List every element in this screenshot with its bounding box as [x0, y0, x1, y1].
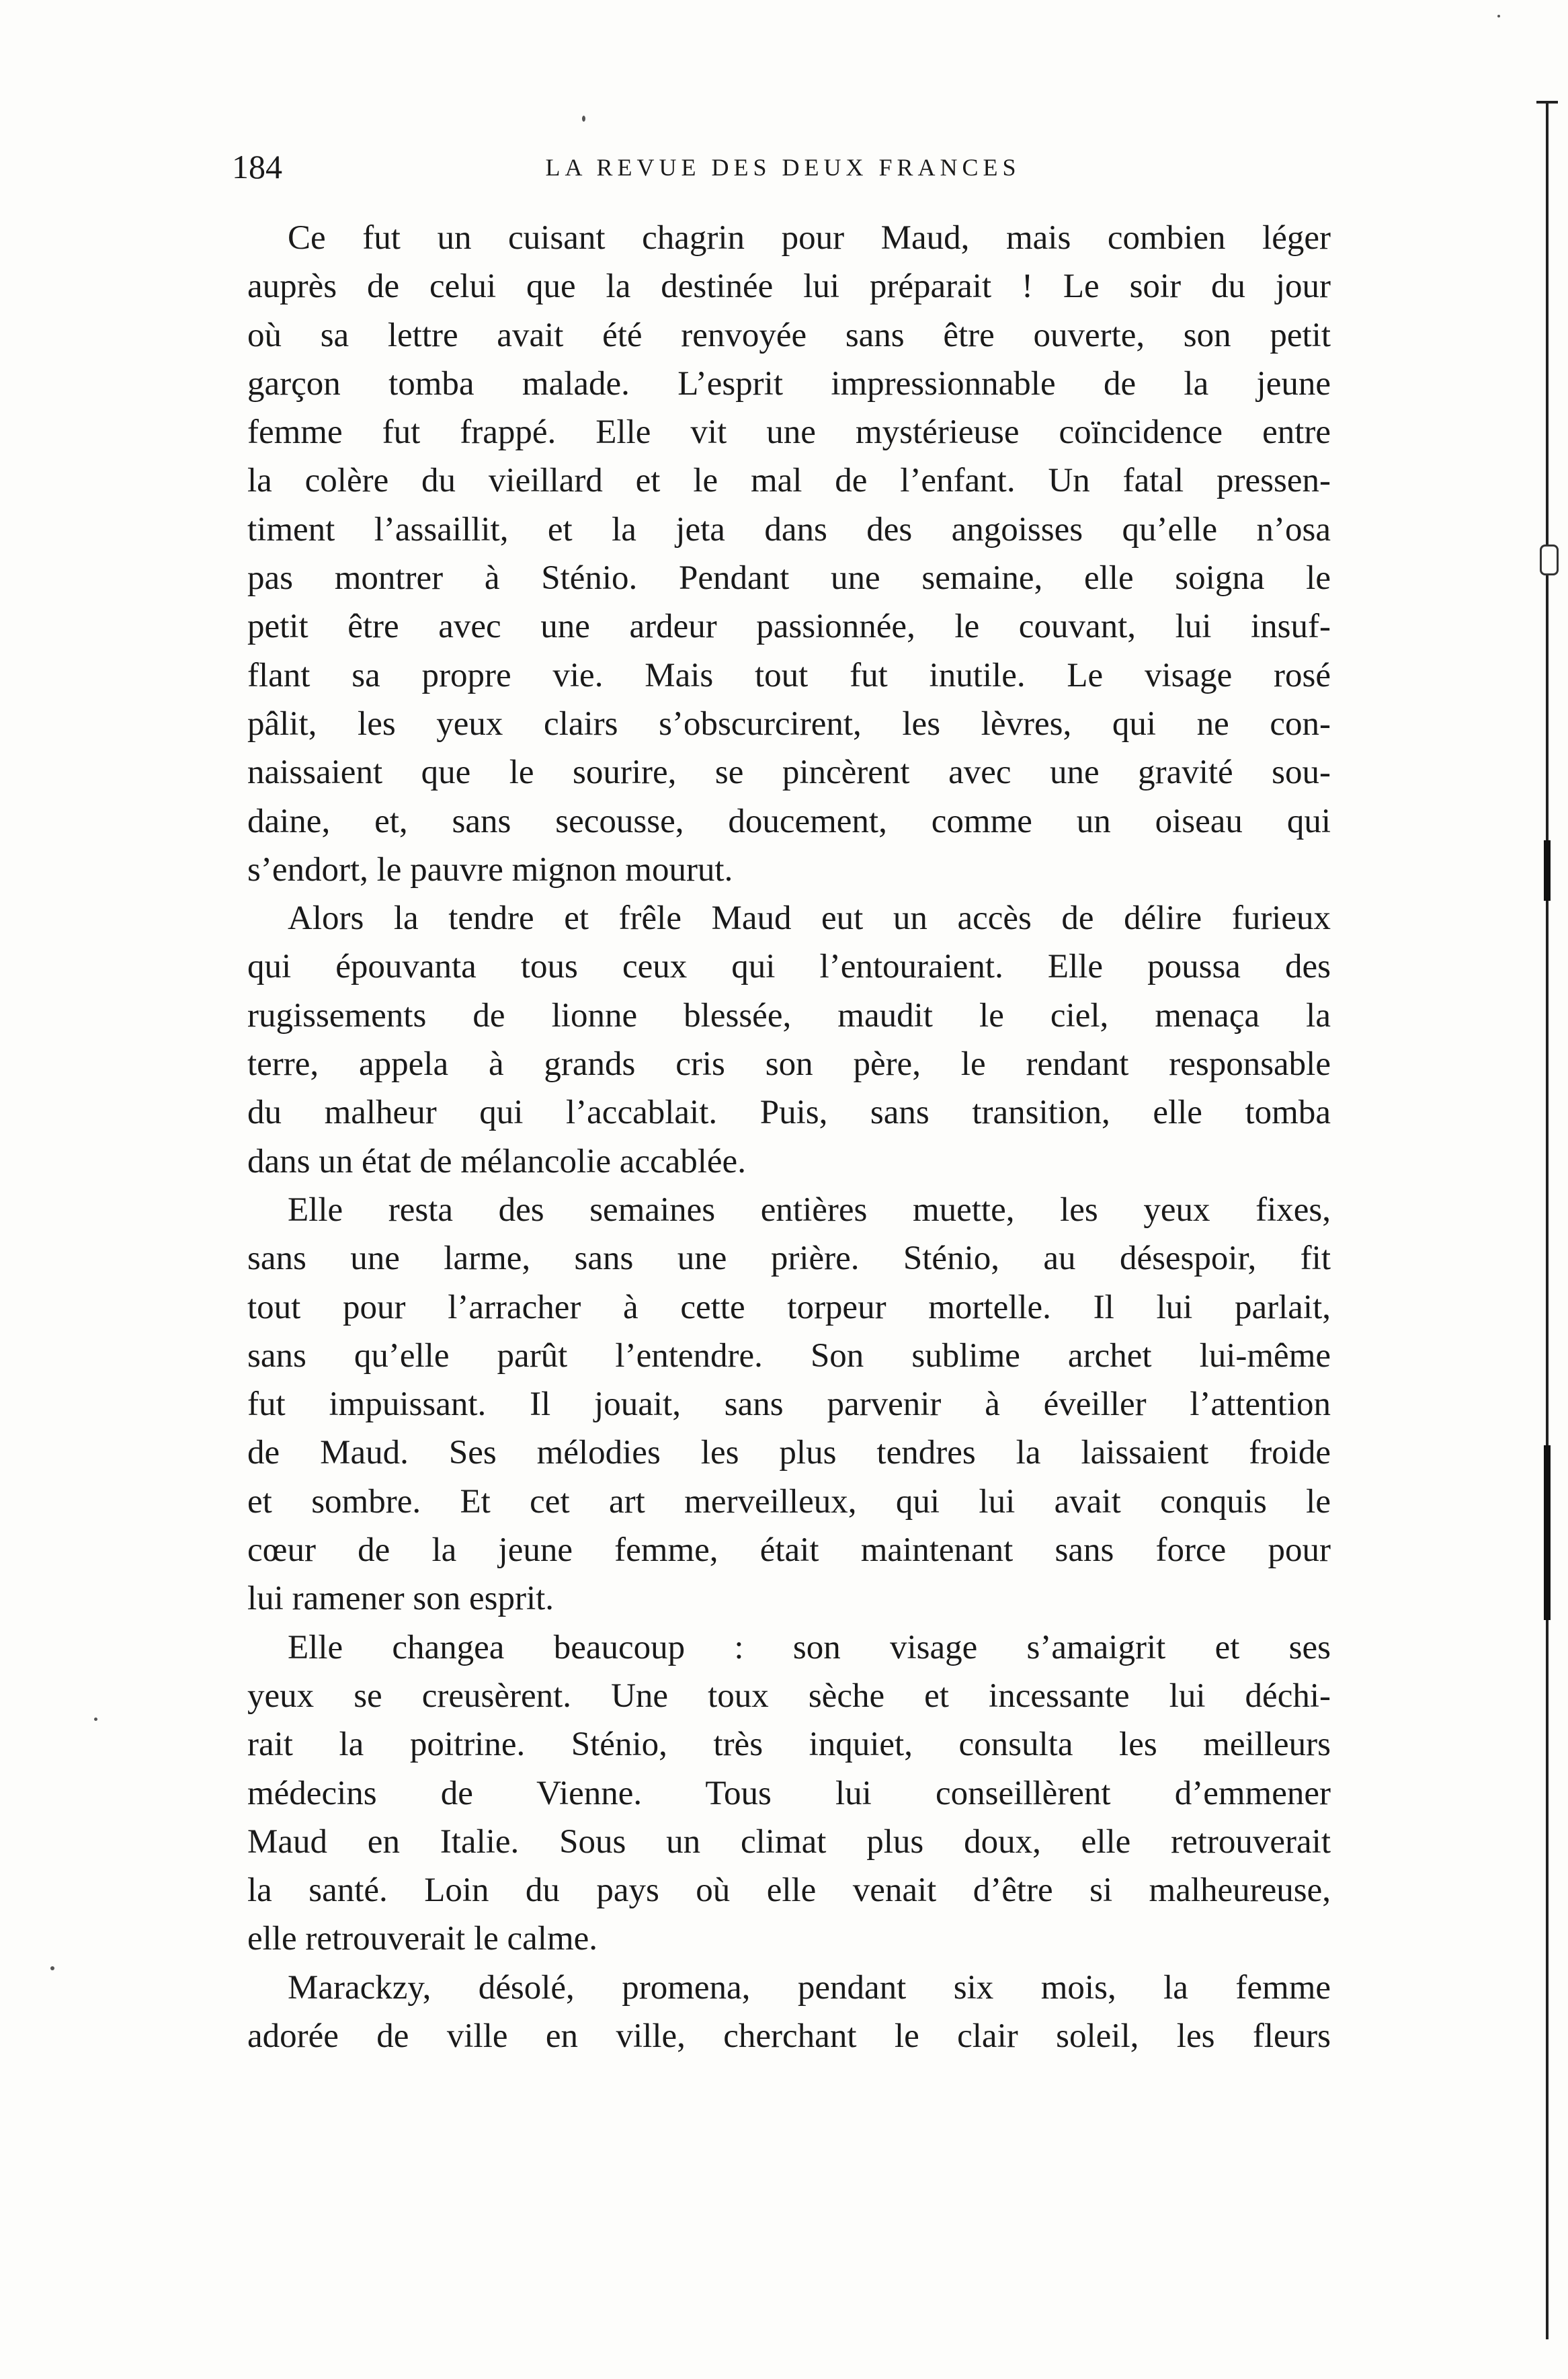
text-line: timent l’assaillit, et la jeta dans des angoisses qu’elle n’osa [247, 510, 1331, 549]
text-line: sans qu’elle parût l’entendre. Son sublime archet lui-même [247, 1336, 1331, 1375]
paragraph [247, 894, 1331, 1186]
text-line: médecins de Vienne. Tous lui conseillèrent d’emmener [247, 1774, 1331, 1812]
page-header [232, 147, 1334, 194]
dust-speck [94, 1718, 97, 1721]
paragraph [247, 1964, 1331, 2061]
text-line: fut impuissant. Il jouait, sans parvenir à éveiller l’attention [247, 1385, 1331, 1424]
text-line: yeux se creusèrent. Une toux sèche et incessante lui déchi- [247, 1677, 1331, 1715]
scan-edge-mark [1540, 545, 1559, 575]
text-line: lui ramener son esprit. [247, 1580, 554, 1618]
paragraph [247, 1623, 1331, 1964]
text-line: adorée de ville en ville, cherchant le clair soleil, les fleurs [247, 2017, 1331, 2055]
text-line: du malheur qui l’accablait. Puis, sans transition, elle tomba [247, 1094, 1331, 1132]
text-line: Alors la tendre et frêle Maud eut un accès de délire furieux [288, 899, 1331, 938]
scan-edge-thick-segment [1544, 1445, 1551, 1620]
text-line: s’endort, le pauvre mignon mourut. [247, 850, 733, 889]
text-line: Elle changea beaucoup : son visage s’amaigrit et ses [288, 1628, 1331, 1666]
running-title: LA REVUE DES DEUX FRANCES [545, 154, 1021, 181]
body-text [247, 214, 1331, 2060]
text-line: rait la poitrine. Sténio, très inquiet, consulta les meilleurs [247, 1726, 1331, 1764]
text-line: rugissements de lionne blessée, maudit le ciel, menaça la [247, 996, 1331, 1035]
dust-speck [50, 1966, 54, 1970]
text-line: cœur de la jeune femme, était maintenant sans force pour [247, 1531, 1331, 1570]
text-line: flant sa propre vie. Mais tout fut inutile. Le visage rosé [247, 656, 1331, 694]
text-line: petit être avec une ardeur passionnée, le couvant, lui insuf- [247, 608, 1331, 646]
scan-edge-rule [1546, 101, 1549, 2339]
text-line: elle retrouverait le calme. [247, 1920, 598, 1958]
scan-edge-tick [1536, 101, 1558, 104]
text-line: pas montrer à Sténio. Pendant une semaine, elle soigna le [247, 559, 1331, 598]
text-line: Elle resta des semaines entières muette, les yeux fixes, [288, 1191, 1331, 1229]
paragraph [247, 1186, 1331, 1623]
text-line: pâlit, les yeux clairs s’obscurcirent, les lèvres, qui ne con- [247, 704, 1331, 743]
text-line: femme fut frappé. Elle vit une mystérieuse coïncidence entre [247, 413, 1331, 452]
text-line: Maud en Italie. Sous un climat plus doux, elle retrouverait [247, 1822, 1331, 1861]
text-line: terre, appela à grands cris son père, le rendant responsable [247, 1045, 1331, 1084]
text-line: naissaient que le sourire, se pincèrent avec une gravité sou- [247, 754, 1331, 792]
text-line: Marackzy, désolé, promena, pendant six mois, la femme [288, 1968, 1331, 2007]
paragraph [247, 214, 1331, 894]
text-line: où sa lettre avait été renvoyée sans être ouverte, son petit [247, 316, 1331, 354]
dust-speck [1497, 15, 1500, 17]
text-line: dans un état de mélancolie accablée. [247, 1142, 746, 1180]
text-line: Ce fut un cuisant chagrin pour Maud, mais combien léger [288, 219, 1331, 257]
page-number: 184 [232, 148, 282, 186]
scan-edge-thick-segment [1544, 840, 1551, 901]
text-line: auprès de celui que la destinée lui préparait ! Le soir du jour [247, 268, 1331, 306]
text-line: daine, et, sans secousse, doucement, comme un oiseau qui [247, 802, 1331, 840]
text-line: tout pour l’arracher à cette torpeur mortelle. Il lui parlait, [247, 1288, 1331, 1326]
text-line: et sombre. Et cet art merveilleux, qui lui avait conquis le [247, 1482, 1331, 1521]
text-line: de Maud. Ses mélodies les plus tendres la laissaient froide [247, 1434, 1331, 1472]
dust-speck [582, 116, 585, 122]
text-line: sans une larme, sans une prière. Sténio, au désespoir, fit [247, 1240, 1331, 1278]
text-line: la santé. Loin du pays où elle venait d’être si malheureuse, [247, 1871, 1331, 1910]
text-line: qui épouvanta tous ceux qui l’entouraient. Elle poussa des [247, 948, 1331, 986]
text-line: garçon tomba malade. L’esprit impressionnable de la jeune [247, 364, 1331, 403]
text-line: la colère du vieillard et le mal de l’enfant. Un fatal pressen- [247, 462, 1331, 500]
